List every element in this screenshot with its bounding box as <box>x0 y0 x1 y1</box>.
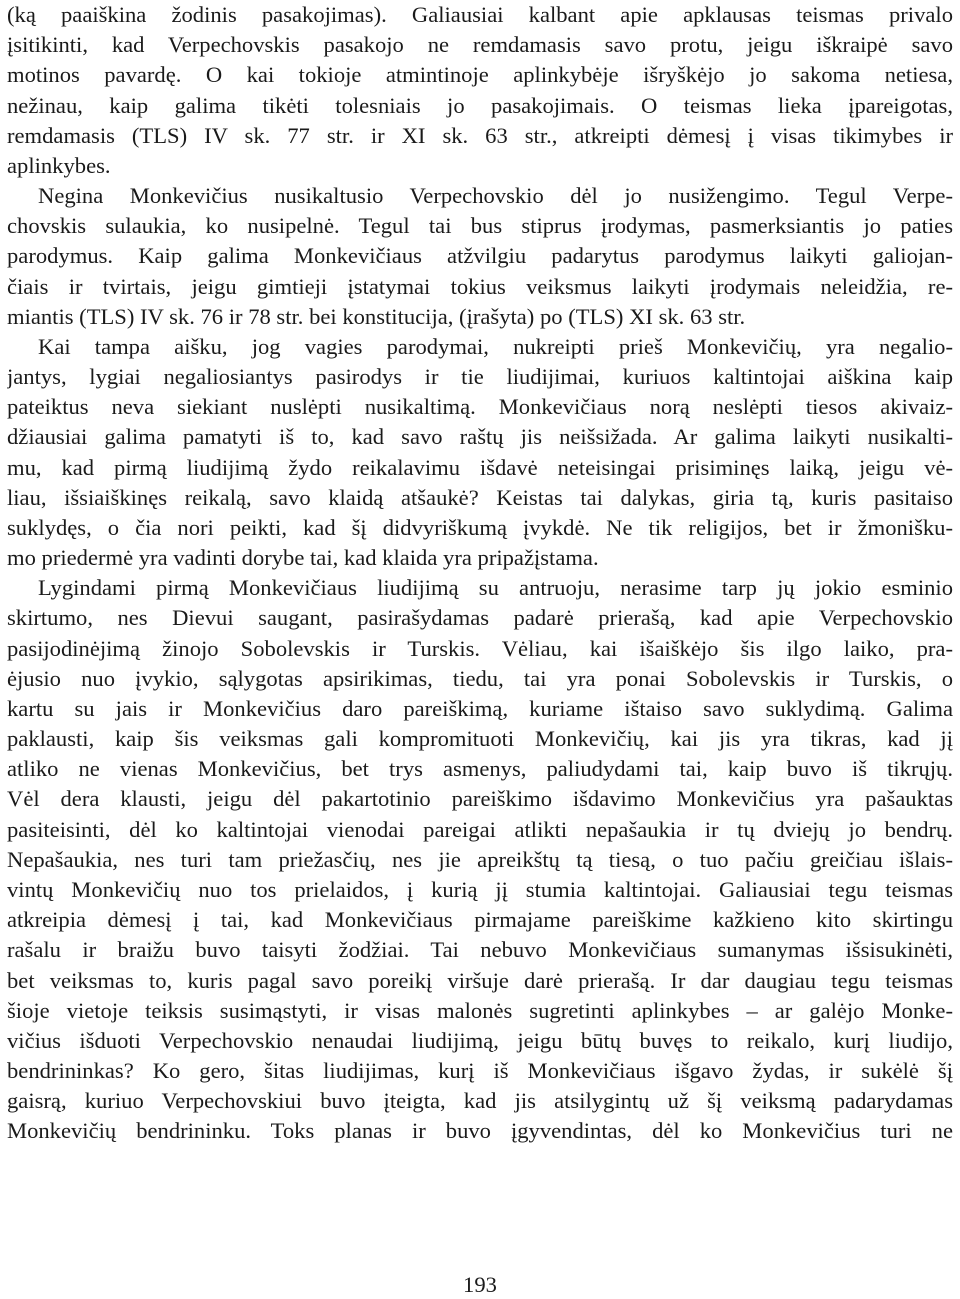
text-line: nežinau, kaip galima tikėti tolesniais jo pasakojimais. O teismas lieka įpareigotas, <box>7 92 953 118</box>
text-line: jantys, lygiai negaliosiantys pasirodys ir tie liudijimai, kuriuos kaltintojai aiškina kaip <box>7 364 953 390</box>
text-line: motinos pavardę. O kai tokioje atmintinoje aplinkybėje išryškėjo jo sakoma netiesa, <box>7 62 953 88</box>
text-line: pasiteisinti, dėl ko kaltintojai vienodai pareigai atlikti nepašaukia ir tų dviejų jo bendrų. <box>7 816 953 842</box>
text-line: gaisrą, kuriuo Verpechovskiui buvo įteigta, kad jis atsilygintų už šį veiksmą padarydamas <box>7 1088 953 1114</box>
text-line: ėjusio nuo įvykio, sąlygotas apsirikimas, tiedu, tai yra ponai Sobolevskis ir Turskis, o <box>7 665 953 691</box>
body-text <box>7 0 953 1147</box>
text-line: atliko ne vienas Monkevičius, bet trys asmenys, paliudydami tai, kaip buvo iš tikrųjų. <box>7 756 953 782</box>
text-line: pasijodinėjimą žinojo Sobolevskis ir Turskis. Vėliau, kai išaiškėjo šis ilgo laiko, pra- <box>7 635 953 661</box>
text-line: miantis (TLS) IV sk. 76 ir 78 str. bei konstitucija, (įrašyta) po (TLS) XI sk. 63 str. <box>7 303 746 329</box>
text-line: suklydęs, o čia nori peikti, kad šį didvyriškumą įvykdė. Ne tik religijos, bet ir žmonišku- <box>7 514 953 540</box>
text-line: bendrininkas? Ko gero, šitas liudijimas, kurį iš Monkevičiaus išgavo žydas, ir sukėlė šį <box>7 1058 953 1084</box>
text-line: liau, išsiaiškinęs reikalą, savo klaidą atšaukė? Keistas tai dalykas, giria tą, kuris pasitaiso <box>7 484 953 510</box>
text-line: mu, kad pirmą liudijimą žydo reikalavimu išdavė neteisingai prisiminęs laiką, jeigu vė- <box>7 454 953 480</box>
text-line: įsitikinti, kad Verpechovskis pasakojo ne remdamasis savo protu, jeigu iškraipė savo <box>7 32 953 58</box>
text-line: šioje vietoje teiksis susimąstyti, ir visas malonės sugretinti aplinkybes – ar galėjo Monke- <box>7 997 953 1023</box>
text-line: Monkevičių bendrininku. Toks planas ir buvo įgyvendintas, dėl ko Monkevičius turi ne <box>7 1118 953 1144</box>
text-line: Kai tampa aišku, jog vagies parodymai, nukreipti prieš Monkevičių, yra negalio- <box>38 333 953 359</box>
text-line: mo priedermė yra vadinti dorybe tai, kad klaida yra pripažįstama. <box>7 545 599 571</box>
text-line: remdamasis (TLS) IV sk. 77 str. ir XI sk. 63 str., atkreipti dėmesį į visas tikimybes ir <box>7 122 953 148</box>
text-line: pateiktus neva siekiant nuslėpti nusikaltimą. Monkevičiaus norą neslėpti tiesos akivaiz- <box>7 394 953 420</box>
text-line: bet veiksmas to, kuris pagal savo poreikį viršuje darė prierašą. Ir dar daugiau tegu teismas <box>7 967 953 993</box>
text-line: parodymus. Kaip galima Monkevičiaus atžvilgiu padarytus parodymus laikyti galiojan- <box>7 243 953 269</box>
text-line: čiais ir tvirtais, jeigu gimtieji įstatymai tokius veiksmus laikyti įrodymais neleidžia, re- <box>7 273 953 299</box>
text-line: skirtumo, nes Dievui saugant, pasirašydamas padarė prierašą, kad apie Verpechovskio <box>7 605 953 631</box>
text-line: atkreipia dėmesį į tai, kad Monkevičiaus pirmajame pareiškime kažkieno kito skirtingu <box>7 907 953 933</box>
text-line: Nepašaukia, nes turi tam priežasčių, nes jie apreikštų tą tiesą, o tuo pačiu greičiau išlais- <box>7 846 953 872</box>
text-line: (ką paaiškina žodinis pasakojimas). Galiausiai kalbant apie apklausas teismas privalo <box>7 2 953 27</box>
text-line: Negina Monkevičius nusikaltusio Verpechovskio dėl jo nusižengimo. Tegul Verpe- <box>38 183 953 209</box>
text-line: kartu su jais ir Monkevičius daro pareiškimą, kuriame ištaiso savo suklydimą. Galima <box>7 695 953 721</box>
text-line: Vėl dera klausti, jeigu dėl pakartotinio pareiškimo išdavimo Monkevičius yra pašauktas <box>7 786 953 812</box>
text-line: aplinkybes. <box>7 152 111 178</box>
text-line: vičius išduoti Verpechovskio nenaudai liudijimą, jeigu būtų buvęs to reikalo, kurį liudijo, <box>7 1027 953 1053</box>
page-number: 193 <box>463 1272 497 1297</box>
text-line: vintų Monkevičių nuo tos prielaidos, į kurią jį stumia kaltintojai. Galiausiai tegu teismas <box>7 876 953 902</box>
text-line: rašalu ir braižu buvo taisyti žodžiai. Tai nebuvo Monkevičiaus sumanymas išsisukinėti, <box>7 937 953 963</box>
text-line: Lygindami pirmą Monkevičiaus liudijimą su antruoju, nerasime tarp jų jokio esminio <box>38 575 953 601</box>
text-line: džiausiai galima pamatyti iš to, kad savo raštų jis neišsižada. Ar galima laikyti nusikalti- <box>7 424 953 450</box>
text-line: paklausti, kaip šis veiksmas gali kompromituoti Monkevičių, kai jis yra tikras, kad jį <box>7 726 953 752</box>
text-line: chovskis sulaukia, ko nusipelnė. Tegul tai bus stiprus įrodymas, pasmerksiantis jo paties <box>7 213 953 239</box>
